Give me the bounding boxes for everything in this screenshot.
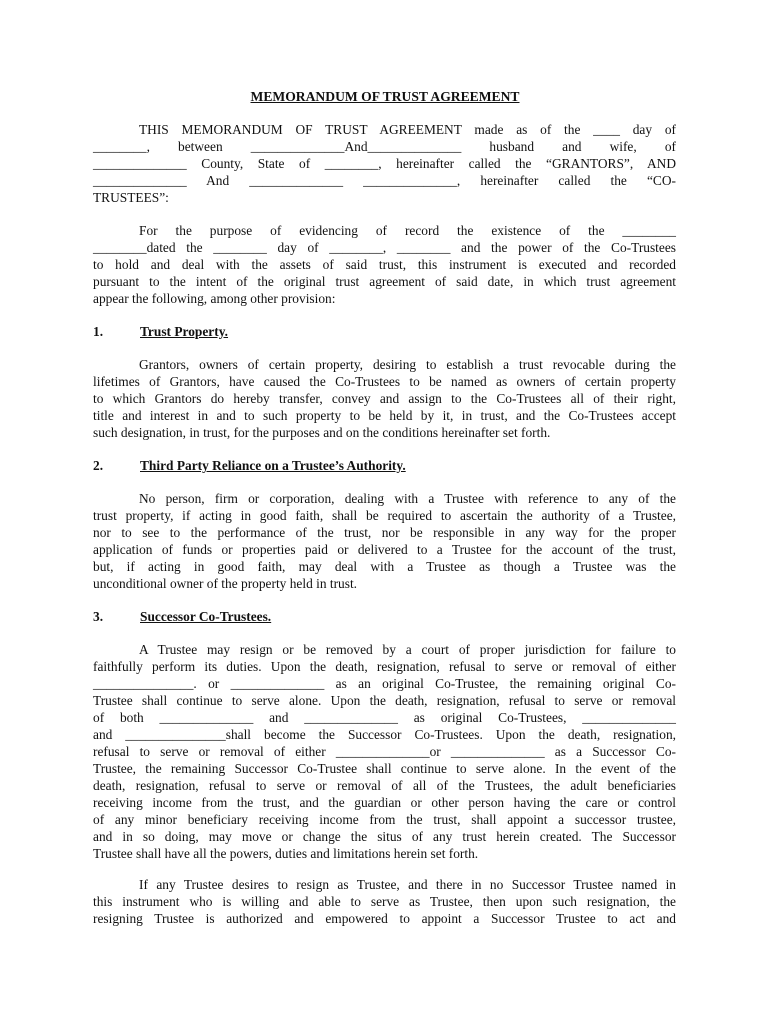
text-line: lifetimes of Grantors, have caused the Co-Trustees to be named as owners of certain property: [93, 374, 676, 389]
text-line: this instrument who is willing and able to serve as Trustee, then upon such resignation, the: [93, 894, 676, 909]
text-line: For the purpose of evidencing of record the existence of the ________: [139, 223, 676, 238]
text-line: unconditional owner of the property held in trust.: [93, 576, 358, 591]
text-line: If any Trustee desires to resign as Trustee, and there in no Successor Trustee named in: [139, 877, 676, 892]
text-line: Trustee shall continue to serve alone. Upon the death, resignation, refusal to serve or removal: [93, 693, 676, 708]
text-line: and in so doing, may move or change the situs of any trust herein created. The Successor: [93, 829, 676, 844]
section-title: Trust Property.: [140, 324, 229, 339]
text-line: trust property, if acting in good faith, shall be required to ascertain the authority of a Trustee,: [93, 508, 676, 523]
text-line: to hold and deal with the assets of said trust, this instrument is executed and recorded: [93, 257, 676, 272]
section-number: 1.: [93, 324, 104, 339]
third-party-reliance-paragraph: [93, 490, 676, 592]
section-heading-successor-co-trustees: [93, 608, 271, 625]
successor-co-trustees-paragraph: [93, 641, 676, 862]
text-line: to which Grantors do hereby transfer, convey and assign to the Co-Trustees all of their right,: [93, 391, 676, 406]
text-line: ________dated the ________ day of ________, ________ and the power of the Co-Trustees: [93, 240, 676, 255]
text-line: THIS MEMORANDUM OF TRUST AGREEMENT made as of the ____ day of: [139, 122, 676, 137]
text-line: ________, between ______________And______________ husband and wife, of: [93, 139, 676, 154]
text-line: Grantors, owners of certain property, desiring to establish a trust revocable during the: [139, 357, 676, 372]
text-line: title and interest in and to such property to be held by it, in trust, and the Co-Trustees accept: [93, 408, 676, 423]
document-title: MEMORANDUM OF TRUST AGREEMENT: [250, 89, 520, 104]
purpose-paragraph: [93, 222, 676, 307]
text-line: of both ______________ and ______________ as original Co-Trustees, ______________: [93, 710, 676, 725]
text-line: ______________ County, State of ________, hereinafter called the “GRANTORS”, AND: [93, 156, 676, 171]
text-line: application of funds or properties paid or delivered to a Trustee for the account of the trust,: [93, 542, 676, 557]
text-line: Trustee, the remaining Successor Co-Trustee shall continue to serve alone. In the event of the: [93, 761, 676, 776]
text-line: pursuant to the intent of the original trust agreement of said date, in which trust agreement: [93, 274, 676, 289]
text-line: TRUSTEES”:: [93, 190, 169, 205]
intro-paragraph: [93, 121, 676, 206]
text-line: ______________ And ______________ ______________, hereinafter called the “CO-: [93, 173, 676, 188]
text-line: No person, firm or corporation, dealing with a Trustee with reference to any of the: [139, 491, 676, 506]
text-line: and _______________shall become the Successor Co-Trustees. Upon the death, resignation,: [93, 727, 676, 742]
text-line: receiving income from the trust, and the guardian or other person having the care or control: [93, 795, 676, 810]
text-line: resigning Trustee is authorized and empowered to appoint a Successor Trustee to act and: [93, 911, 676, 926]
section-number: 3.: [93, 609, 104, 624]
text-line: _______________. or ______________ as an original Co-Trustee, the remaining original Co-: [93, 676, 676, 691]
text-line: Trustee shall have all the powers, duties and limitations herein set forth.: [93, 846, 479, 861]
text-line: nor to see to the performance of the trust, nor be responsible in any way for the proper: [93, 525, 676, 540]
text-line: of any minor beneficiary receiving income from the trust, shall appoint a successor trustee,: [93, 812, 676, 827]
section-title: Third Party Reliance on a Trustee’s Authority.: [140, 458, 406, 473]
trust-property-paragraph: [93, 356, 676, 441]
section-heading-trust-property: [93, 323, 228, 340]
text-line: such designation, in trust, for the purposes and on the conditions hereinafter set forth.: [93, 425, 551, 440]
text-line: refusal to serve or removal of either ______________or ______________ as a Successor Co-: [93, 744, 676, 759]
text-line: A Trustee may resign or be removed by a court of proper jurisdiction for failure to: [139, 642, 676, 657]
text-line: faithfully perform its duties. Upon the death, resignation, refusal to serve or removal of either: [93, 659, 676, 674]
section-title: Successor Co-Trustees.: [140, 609, 272, 624]
section-heading-third-party-reliance: [93, 457, 406, 474]
section-number: 2.: [93, 458, 104, 473]
text-line: appear the following, among other provision:: [93, 291, 336, 306]
text-line: death, resignation, refusal to serve or removal of all of the Trustees, the adult beneficiaries: [93, 778, 676, 793]
trustee-resignation-paragraph: [93, 876, 676, 927]
text-line: but, if acting in good faith, may deal with a Trustee as though a Trustee was the: [93, 559, 676, 574]
